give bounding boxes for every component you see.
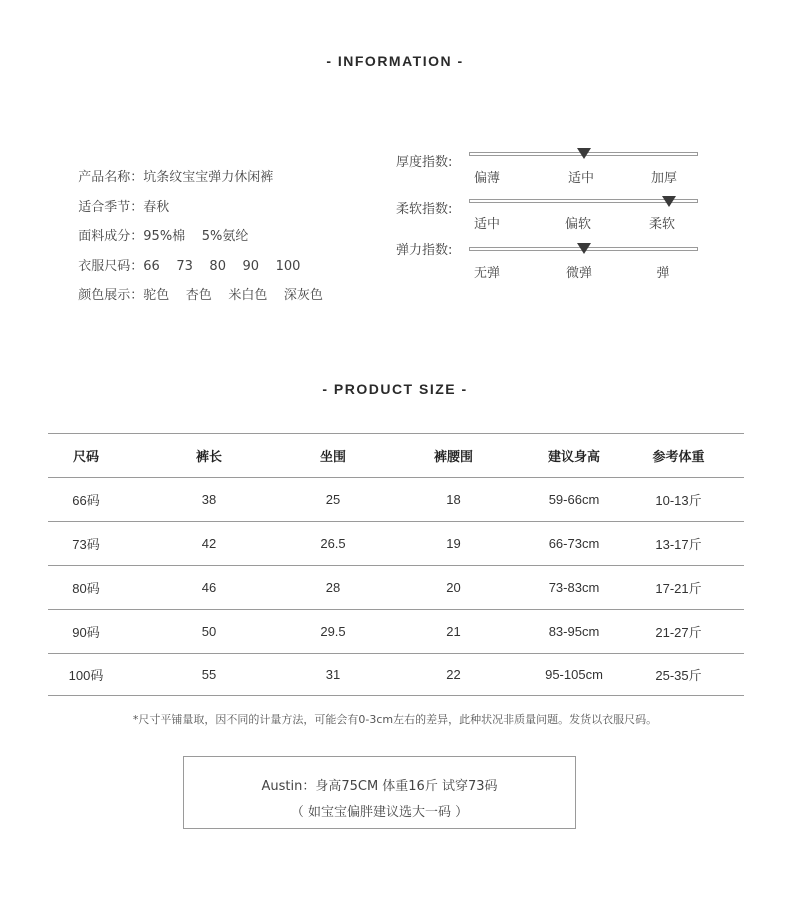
info-label: 产品名称： (78, 170, 144, 185)
table-cell: 31 (294, 654, 372, 696)
table-row (48, 478, 744, 522)
table-cell: 95-105cm (535, 654, 613, 696)
info-label: 适合季节： (78, 200, 144, 215)
info-value: 66 73 80 90 100 (143, 259, 301, 274)
info-value: 坑条纹宝宝弹力休闲裤 (143, 170, 274, 185)
tryon-advice: （ 如宝宝偏胖建议选大一码 ） (290, 805, 469, 820)
size-table (48, 433, 744, 696)
information-title: - INFORMATION - (326, 53, 464, 69)
table-cell: 13-17斤 (613, 522, 744, 566)
softness-index-label: 柔软指数: (396, 202, 453, 217)
info-line-fabric (70, 210, 248, 244)
thickness-tick: 偏薄 (473, 171, 501, 186)
info-value: 春秋 (143, 200, 170, 215)
header-weight: 参考体重 (613, 434, 744, 478)
table-cell: 26.5 (294, 522, 372, 566)
table-cell: 18 (372, 478, 535, 522)
elasticity-tick: 微弹 (565, 266, 593, 281)
table-cell: 46 (124, 566, 294, 610)
table-cell: 80码 (48, 566, 124, 610)
thickness-index-marker (577, 148, 591, 159)
elasticity-tick: 无弹 (473, 266, 501, 281)
table-cell: 73-83cm (535, 566, 613, 610)
table-cell: 42 (124, 522, 294, 566)
table-cell: 25-35斤 (613, 654, 744, 696)
table-cell: 29.5 (294, 610, 372, 654)
thickness-index-label: 厚度指数: (396, 155, 453, 170)
thickness-tick: 加厚 (650, 171, 678, 186)
table-row (48, 566, 744, 610)
table-header-row (48, 434, 744, 478)
table-cell: 21 (372, 610, 535, 654)
table-row (48, 654, 744, 696)
info-line-product-name (70, 151, 273, 185)
elasticity-tick: 弹 (656, 266, 670, 281)
table-cell: 19 (372, 522, 535, 566)
info-line-colors (70, 269, 323, 303)
elasticity-index-marker (577, 243, 591, 254)
header-hip: 坐围 (294, 434, 372, 478)
table-cell: 21-27斤 (613, 610, 744, 654)
table-cell: 28 (294, 566, 372, 610)
table-row (48, 610, 744, 654)
table-cell: 100码 (48, 654, 124, 696)
product-size-title: - PRODUCT SIZE - (322, 381, 468, 397)
info-label: 衣服尺码： (78, 259, 144, 274)
header-height: 建议身高 (535, 434, 613, 478)
tryon-model-info: Austin：身高75CM 体重16斤 试穿73码 (261, 779, 498, 794)
table-cell: 22 (372, 654, 535, 696)
table-row (48, 522, 744, 566)
table-cell: 59-66cm (535, 478, 613, 522)
table-cell: 10-13斤 (613, 478, 744, 522)
softness-tick: 适中 (473, 217, 501, 232)
info-label: 面料成分： (78, 229, 144, 244)
table-cell: 17-21斤 (613, 566, 744, 610)
softness-index-marker (662, 196, 676, 207)
table-cell: 83-95cm (535, 610, 613, 654)
info-value: 驼色 杏色 米白色 深灰色 (143, 288, 323, 303)
info-label: 颜色展示： (78, 288, 144, 303)
elasticity-index-label: 弹力指数: (396, 243, 453, 258)
header-waist: 裤腰围 (372, 434, 535, 478)
softness-tick: 偏软 (564, 217, 592, 232)
table-cell: 25 (294, 478, 372, 522)
header-size: 尺码 (48, 434, 124, 478)
table-cell: 73码 (48, 522, 124, 566)
tryon-box (183, 756, 576, 829)
table-cell: 38 (124, 478, 294, 522)
header-length: 裤长 (124, 434, 294, 478)
thickness-tick: 适中 (567, 171, 595, 186)
table-cell: 50 (124, 610, 294, 654)
table-cell: 55 (124, 654, 294, 696)
table-cell: 66-73cm (535, 522, 613, 566)
table-cell: 90码 (48, 610, 124, 654)
info-value: 95%棉 5%氨纶 (143, 229, 249, 244)
table-cell: 66码 (48, 478, 124, 522)
measurement-note: *尺寸平铺量取，因不同的计量方法，可能会有0-3cm左右的差异，此种状况非质量问题。发货以衣服尺码。 (132, 713, 658, 726)
softness-tick: 柔软 (648, 217, 676, 232)
table-cell: 20 (372, 566, 535, 610)
